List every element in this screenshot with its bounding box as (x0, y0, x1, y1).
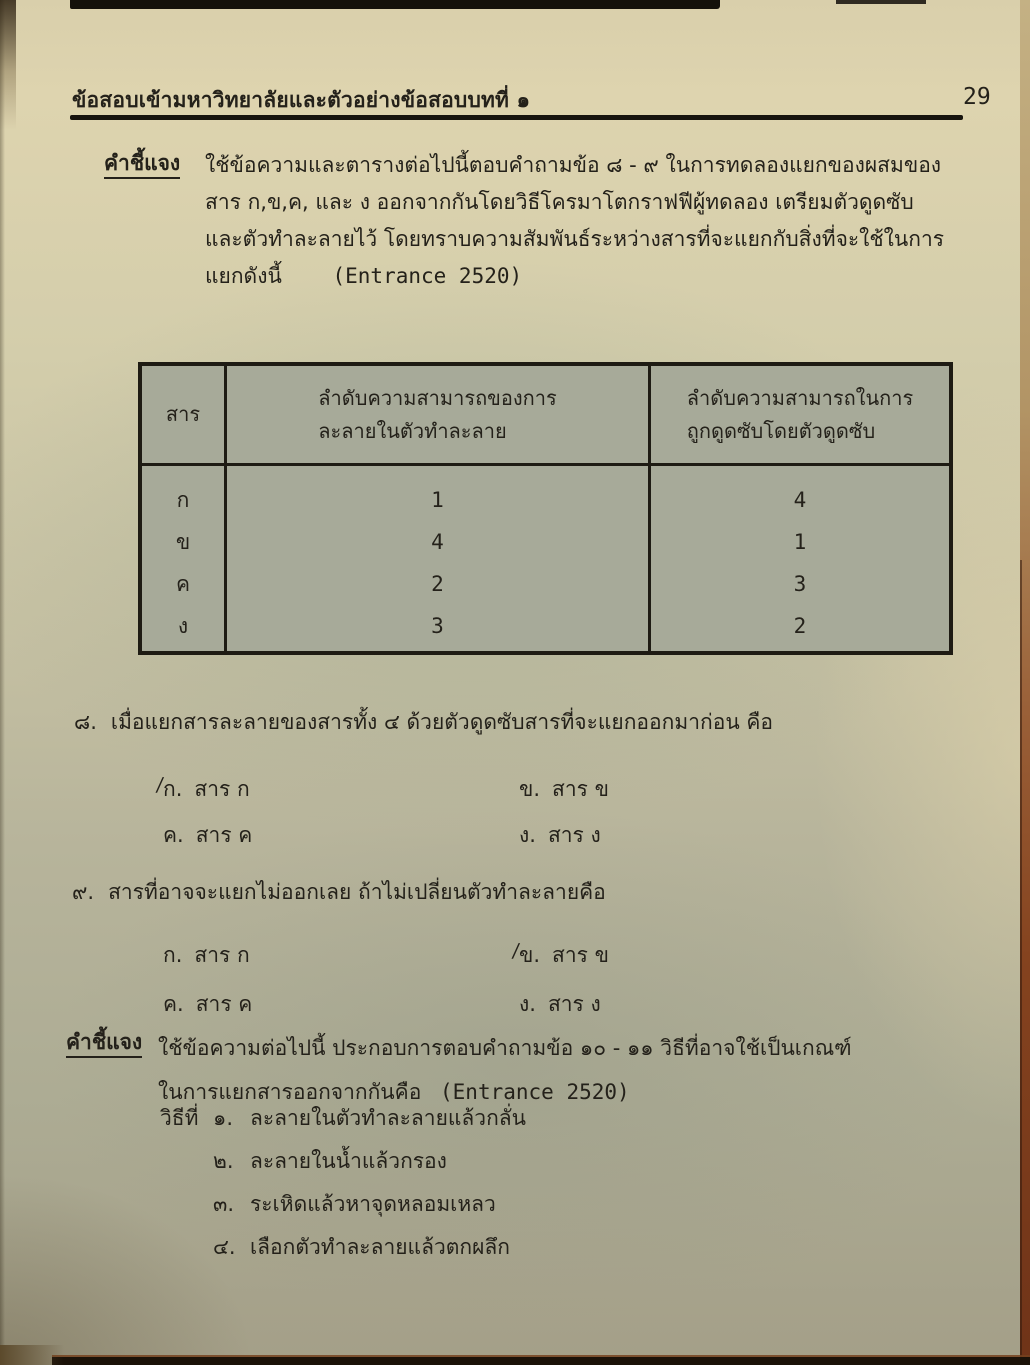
instructions-2-line-lead: ในการแยกสารออกจากกันคือ (158, 1080, 422, 1104)
method-number: ๒. (213, 1149, 234, 1173)
scan-corner-bottom-left (0, 1345, 64, 1365)
choice-q9-d (521, 989, 609, 1019)
choice-label: ก. (163, 943, 183, 967)
table-column-adsorption (651, 466, 949, 651)
choice-q8-c (165, 820, 521, 850)
method-text: ละลายในตัวทำละลายแล้วกลั่น (250, 1106, 527, 1130)
methods-list (160, 1102, 526, 1274)
table-cell-adsorption-rank: 1 (793, 530, 807, 554)
choice-text: สาร ง (547, 823, 601, 847)
answer-slash-mark: / (511, 940, 521, 962)
instructions-1-text (205, 147, 944, 295)
choice-label: ง. (519, 823, 536, 847)
choice-text: สาร ง (547, 992, 601, 1016)
question-8 (74, 706, 773, 739)
table-header-substance: สาร (142, 366, 227, 466)
table-cell-substance: ก (176, 488, 190, 512)
table-header-adsorption-line1: ลำดับความสามารถในการ (686, 385, 914, 410)
table-cell-substance: ง (177, 614, 189, 638)
question-9-number: ๙. (72, 880, 95, 904)
table-column-substance (142, 466, 227, 651)
choice-q9-c (165, 989, 521, 1019)
table-cell-substance: ข (175, 530, 191, 554)
table-cell-adsorption-rank: 3 (793, 572, 807, 596)
scan-left-edge (0, 0, 5, 1365)
question-9-choices (165, 940, 609, 1019)
choice-q9-a (165, 940, 521, 971)
page-number: 29 (963, 84, 991, 110)
table-cell-solubility-rank: 1 (431, 488, 444, 512)
table-header-solubility-line2: ละลายในตัวทำละลาย (318, 418, 507, 443)
method-item-1 (160, 1102, 526, 1145)
choice-label: ข. (519, 777, 541, 801)
choice-q8-b (521, 774, 609, 805)
table-cell-substance: ค (175, 572, 191, 596)
table-cell-solubility-rank: 4 (431, 530, 444, 554)
question-8-number: ๘. (74, 710, 97, 734)
question-9 (72, 876, 606, 909)
instructions-2-text (158, 1026, 852, 1114)
table-cell-adsorption-rank: 4 (793, 488, 807, 512)
table-header-adsorption (651, 366, 949, 466)
instructions-1-block (104, 147, 180, 180)
instructions-label: คำชี้แจง (66, 1030, 142, 1058)
method-text: เลือกตัวทำละลายแล้วตกผลึก (250, 1235, 510, 1259)
table-header-solubility (227, 366, 651, 466)
header-rule (70, 115, 963, 120)
instructions-1-line: ใช้ข้อความและตารางต่อไปนี้ตอบคำถามข้อ ๘ - ๙ ในการทดลองแยกของผสมของ (205, 153, 942, 177)
method-number: ๓. (213, 1192, 235, 1216)
methods-label: วิธีที่ (160, 1106, 199, 1130)
method-number: ๔. (213, 1235, 236, 1259)
table-column-solubility (227, 466, 651, 651)
chromatography-table (138, 362, 953, 655)
answer-slash-mark: / (155, 774, 165, 796)
table-cell-adsorption-rank: 2 (793, 614, 807, 638)
choice-label: ก. (163, 777, 183, 801)
entrance-ref: (Entrance 2520) (332, 264, 523, 288)
choice-text: สาร ข (552, 777, 609, 801)
instructions-1-line-lead: แยกดังนี้ (205, 264, 282, 288)
entrance-ref: (Entrance 2520) (440, 1080, 630, 1104)
page-title: ข้อสอบเข้ามหาวิทยาลัยและตัวอย่างข้อสอบบทที่ ๑ (72, 88, 531, 112)
scan-top-edge (70, 0, 720, 9)
method-item-3 (160, 1188, 526, 1231)
instructions-1-line (205, 258, 944, 295)
instructions-2-line: ใช้ข้อความต่อไปนี้ ประกอบการตอบคำถามข้อ ๑๐ - ๑๑ วิธีที่อาจใช้เป็นเกณฑ์ (158, 1036, 852, 1060)
method-item-4 (160, 1231, 526, 1274)
method-item-2 (160, 1145, 526, 1188)
question-8-choices (155, 774, 609, 850)
choice-text: สาร ค (195, 823, 253, 847)
table-cell-solubility-rank: 2 (431, 572, 444, 596)
question-9-text: สารที่อาจจะแยกไม่ออกเลย ถ้าไม่เปลี่ยนตัวทำละลายคือ (108, 880, 606, 904)
choice-label: ค. (163, 992, 184, 1016)
method-number: ๑. (213, 1106, 234, 1130)
method-text: ระเหิดแล้วหาจุดหลอมเหลว (250, 1192, 496, 1216)
question-8-text: เมื่อแยกสารละลายของสารทั้ง ๔ ด้วยตัวดูดซับสารที่จะแยกออกมาก่อน คือ (110, 710, 774, 734)
instructions-1-line: และตัวทำละลายไว้ โดยทราบความสัมพันธ์ระหว่างสารที่จะแยกกับสิ่งที่จะใช้ในการ (205, 227, 945, 251)
choice-q8-d (521, 820, 609, 850)
method-text: ละลายในน้ำแล้วกรอง (250, 1149, 447, 1173)
scan-bottom-edge (52, 1357, 1030, 1365)
choice-label: ข. (519, 943, 541, 967)
choice-label: ค. (163, 823, 184, 847)
choice-text: สาร ข (552, 943, 609, 967)
table-header-solubility-line1: ลำดับความสามารถของการ (318, 385, 557, 410)
choice-text: สาร ค (195, 992, 253, 1016)
instructions-2-block (66, 1026, 142, 1059)
scan-top-edge-right (836, 0, 926, 4)
choice-text: สาร ก (194, 777, 250, 801)
choice-q9-b (511, 940, 609, 971)
instructions-label: คำชี้แจง (104, 151, 180, 179)
choice-label: ง. (519, 992, 536, 1016)
instructions-1-line: สาร ก,ข,ค, และ ง ออกจากกันโดยวิธีโครมาโตกราฟฟีผู้ทดลอง เตรียมตัวดูดซับ (205, 190, 914, 214)
choice-text: สาร ก (194, 943, 250, 967)
table-header-adsorption-line2: ถูกดูดซับโดยตัวดูดซับ (686, 418, 876, 443)
scan-right-edge-line (1020, 560, 1022, 1365)
table-cell-solubility-rank: 3 (431, 614, 444, 638)
choice-q8-a (155, 774, 521, 805)
